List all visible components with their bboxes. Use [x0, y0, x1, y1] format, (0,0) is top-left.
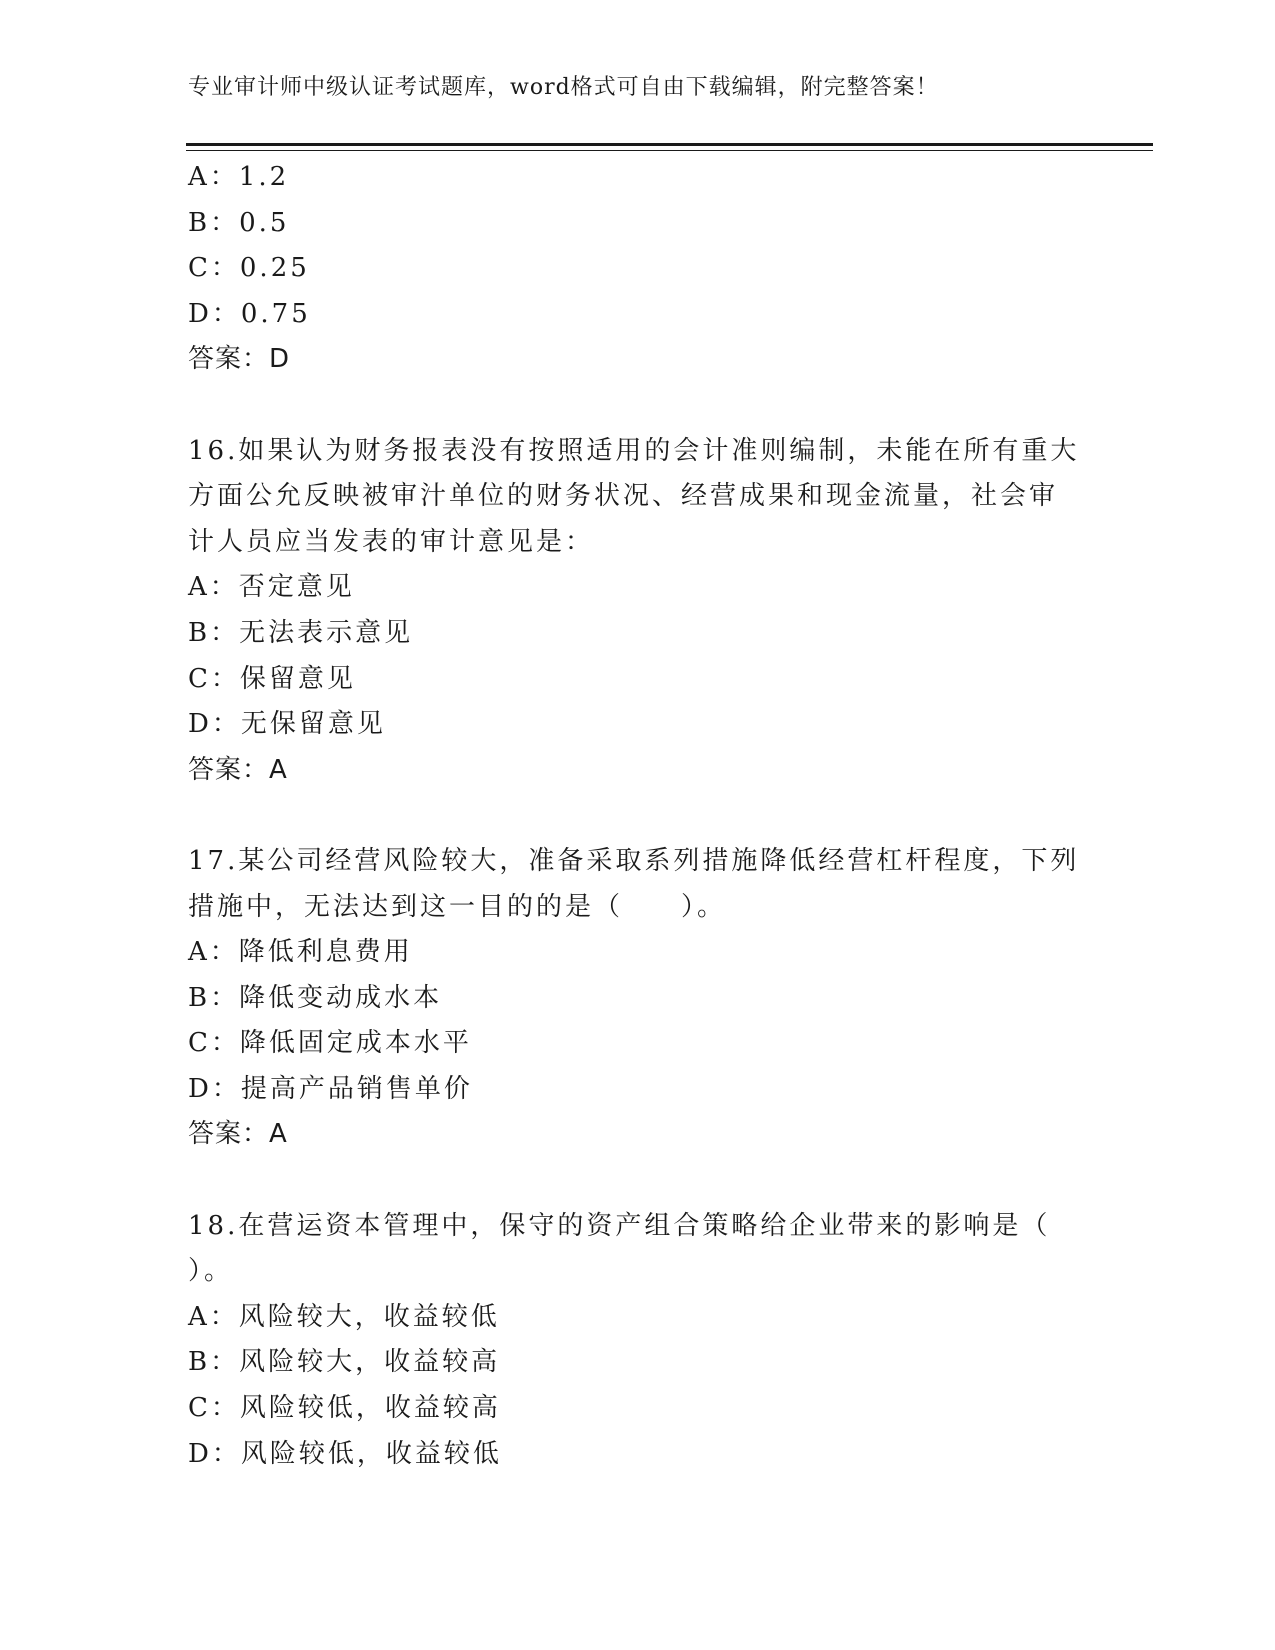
question-line: ）。 [188, 1256, 234, 1287]
question-line: 方面公允反映被审汁单位的财务状况、经营成果和现金流量，社会审 [188, 481, 1059, 512]
question-16-text [188, 429, 1078, 566]
spacer [188, 793, 1078, 839]
question-line: 措施中，无法达到这一目的的是（ ）。 [188, 891, 727, 922]
option-a: A：风险较大，收益较低 [188, 1301, 500, 1332]
option-c: C：保留意见 [188, 663, 356, 694]
option-d: D：提高产品销售单价 [188, 1073, 473, 1104]
option-b: B：0.5 [188, 207, 290, 238]
option-c: C：0.25 [188, 253, 310, 284]
previous-question-block [188, 155, 1078, 383]
spacer [188, 383, 1078, 429]
question-content [188, 155, 1078, 1477]
question-17-block [188, 839, 1078, 1158]
question-line: 16.如果认为财务报表没有按照适用的会计准则编制，未能在所有重大 [188, 435, 1080, 466]
option-d: D：0.75 [188, 298, 311, 329]
option-a: A：否定意见 [188, 572, 355, 603]
answer-line: 答案：A [188, 1119, 288, 1150]
answer-line: 答案：D [188, 344, 291, 375]
answer-line: 答案：A [188, 754, 288, 785]
option-d: D：风险较低，收益较低 [188, 1438, 502, 1469]
option-c: C：风险较低，收益较高 [188, 1393, 501, 1424]
option-a: A：1.2 [188, 162, 290, 192]
option-b: B：降低变动成水本 [188, 982, 443, 1013]
page-header: 专业审计师中级认证考试题库，word格式可自由下载编辑，附完整答案！ [188, 75, 939, 100]
question-18-text [188, 1204, 1078, 1295]
question-16-block [188, 429, 1078, 794]
spacer [188, 1158, 1078, 1204]
option-b: B：风险较大，收益较高 [188, 1347, 501, 1378]
question-17-text [188, 839, 1078, 930]
option-b: B：无法表示意见 [188, 617, 414, 648]
option-a: A：降低利息费用 [188, 937, 413, 968]
question-line: 计人员应当发表的审计意见是： [188, 526, 595, 557]
question-18-block [188, 1204, 1078, 1478]
option-c: C：降低固定成本水平 [188, 1028, 472, 1059]
question-line: 18.在营运资本管理中，保守的资产组合策略给企业带来的影响是（ [188, 1210, 1051, 1241]
option-d: D：无保留意见 [188, 709, 386, 740]
question-line: 17.某公司经营风险较大，准备采取系列措施降低经营杠杆程度，下列 [188, 845, 1080, 876]
header-rule [186, 143, 1153, 151]
